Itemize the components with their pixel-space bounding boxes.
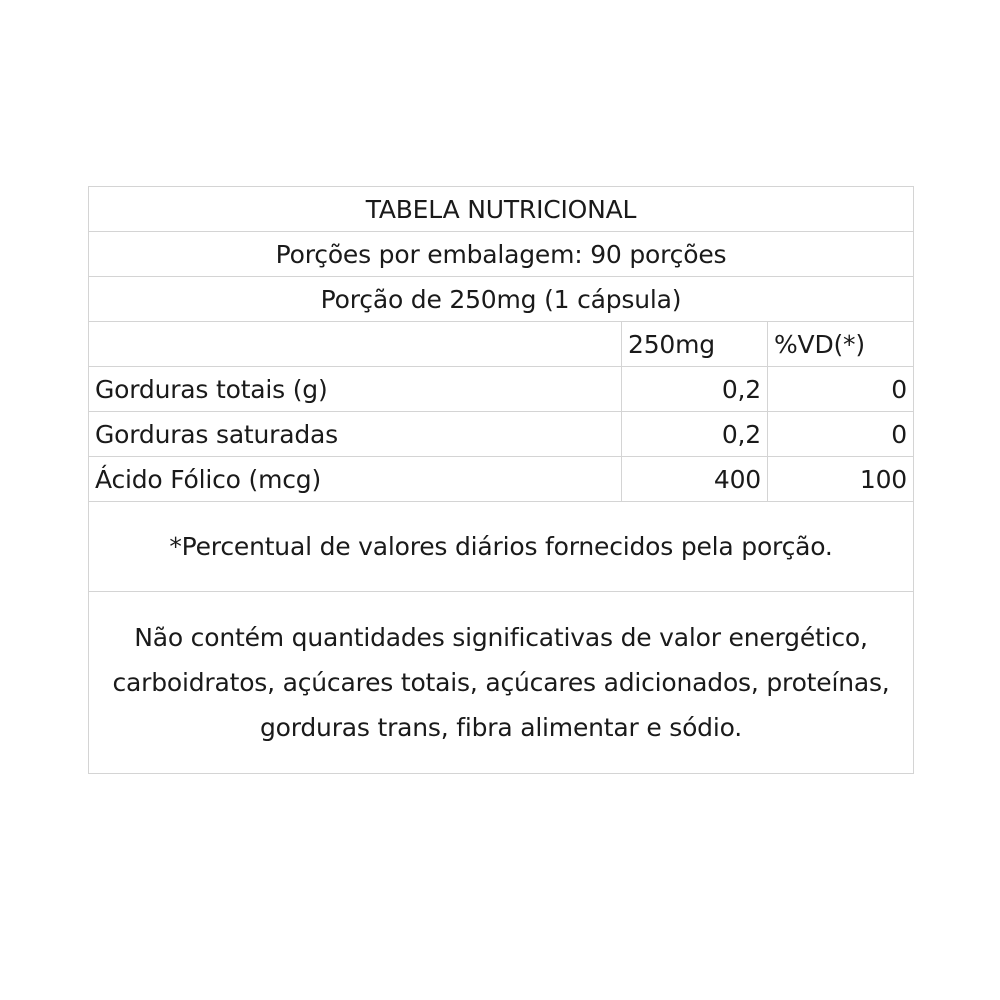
header-amount: 250mg: [622, 322, 768, 367]
not-contains-row: [89, 592, 914, 774]
serving-size: Porção de 250mg (1 cápsula): [89, 277, 914, 322]
header-empty-cell: [89, 322, 622, 367]
servings-per-package: Porções por embalagem: 90 porções: [89, 232, 914, 277]
table-row: [89, 412, 914, 457]
footnote-row: [89, 502, 914, 592]
table-row: [89, 457, 914, 502]
serving-size-row: [89, 277, 914, 322]
servings-row: [89, 232, 914, 277]
table-title: TABELA NUTRICIONAL: [89, 187, 914, 232]
title-row: [89, 187, 914, 232]
nutrient-amount: 0,2: [622, 367, 768, 412]
nutrient-name: Ácido Fólico (mcg): [89, 457, 622, 502]
header-dv: %VD(*): [768, 322, 914, 367]
not-contains-note: Não contém quantidades significativas de valor energético, carboidratos, açúcares totais, açúcares adicionados, proteínas, gorduras trans, fibra alimentar e sódio.: [89, 592, 914, 774]
footnote: *Percentual de valores diários fornecidos pela porção.: [89, 502, 914, 592]
nutrient-name: Gorduras saturadas: [89, 412, 622, 457]
nutrient-dv: 100: [768, 457, 914, 502]
table-row: [89, 367, 914, 412]
nutrient-name: Gorduras totais (g): [89, 367, 622, 412]
header-row: [89, 322, 914, 367]
nutrient-amount: 0,2: [622, 412, 768, 457]
nutrient-dv: 0: [768, 367, 914, 412]
nutrient-dv: 0: [768, 412, 914, 457]
nutrition-table: [88, 186, 914, 774]
nutrient-amount: 400: [622, 457, 768, 502]
